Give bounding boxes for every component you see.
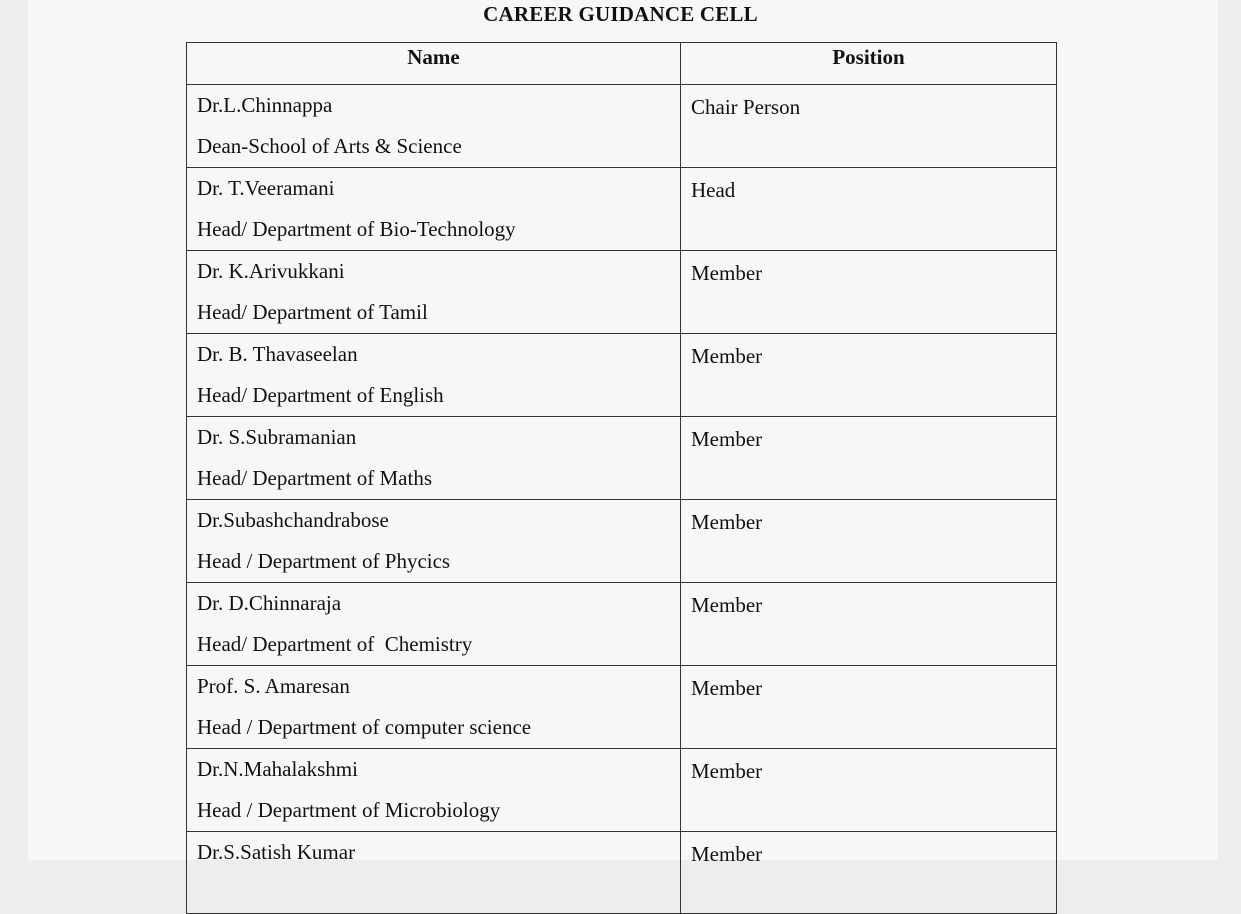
name-cell bbox=[187, 168, 681, 251]
table-row bbox=[187, 334, 1057, 417]
member-name: Dr. K.Arivukkani bbox=[197, 259, 345, 283]
member-name: Dr.Subashchandrabose bbox=[197, 508, 389, 532]
column-header-position: Position bbox=[681, 43, 1057, 85]
table-header-row bbox=[187, 43, 1057, 85]
member-name: Dr. D.Chinnaraja bbox=[197, 591, 342, 615]
table-row bbox=[187, 417, 1057, 500]
member-designation: Head/ Department of Maths bbox=[197, 466, 433, 490]
position-cell: Member bbox=[681, 832, 1057, 914]
name-cell bbox=[187, 334, 681, 417]
committee-table bbox=[186, 42, 1057, 914]
member-name: Dr. S.Subramanian bbox=[197, 425, 357, 449]
column-header-name: Name bbox=[187, 43, 681, 85]
member-designation: Head / Department of Phycics bbox=[197, 549, 451, 573]
member-designation: Head / Department of Microbiology bbox=[197, 798, 501, 822]
table-row bbox=[187, 168, 1057, 251]
name-cell bbox=[187, 85, 681, 168]
member-name: Dr. B. Thavaseelan bbox=[197, 342, 358, 366]
name-cell bbox=[187, 749, 681, 832]
name-cell bbox=[187, 500, 681, 583]
name-cell bbox=[187, 666, 681, 749]
position-cell: Member bbox=[681, 500, 1057, 583]
member-designation: Head/ Department of Bio-Technology bbox=[197, 217, 516, 241]
member-designation: Head/ Department of English bbox=[197, 383, 444, 407]
table-row bbox=[187, 85, 1057, 168]
name-cell bbox=[187, 832, 681, 914]
position-cell: Member bbox=[681, 334, 1057, 417]
position-cell: Chair Person bbox=[681, 85, 1057, 168]
member-name: Dr.L.Chinnappa bbox=[197, 93, 333, 117]
table-row bbox=[187, 749, 1057, 832]
table-row bbox=[187, 666, 1057, 749]
position-cell: Member bbox=[681, 666, 1057, 749]
table-row bbox=[187, 832, 1057, 914]
member-designation: Dean-School of Arts & Science bbox=[197, 134, 462, 158]
member-name: Prof. S. Amaresan bbox=[197, 674, 350, 698]
table-row bbox=[187, 583, 1057, 666]
table-row bbox=[187, 500, 1057, 583]
position-cell: Member bbox=[681, 749, 1057, 832]
member-designation: Head / Department of computer science bbox=[197, 715, 532, 739]
position-cell: Member bbox=[681, 251, 1057, 334]
table-row bbox=[187, 251, 1057, 334]
document-title: CAREER GUIDANCE CELL bbox=[483, 2, 758, 26]
name-cell bbox=[187, 583, 681, 666]
position-cell: Member bbox=[681, 417, 1057, 500]
position-cell: Head bbox=[681, 168, 1057, 251]
member-designation: Head/ Department of Tamil bbox=[197, 300, 428, 324]
position-cell: Member bbox=[681, 583, 1057, 666]
member-name: Dr.N.Mahalakshmi bbox=[197, 757, 358, 781]
name-cell bbox=[187, 251, 681, 334]
member-name: Dr. T.Veeramani bbox=[197, 176, 335, 200]
member-designation: Head/ Department of Chemistry bbox=[197, 632, 473, 656]
member-name: Dr.S.Satish Kumar bbox=[197, 840, 356, 864]
name-cell bbox=[187, 417, 681, 500]
